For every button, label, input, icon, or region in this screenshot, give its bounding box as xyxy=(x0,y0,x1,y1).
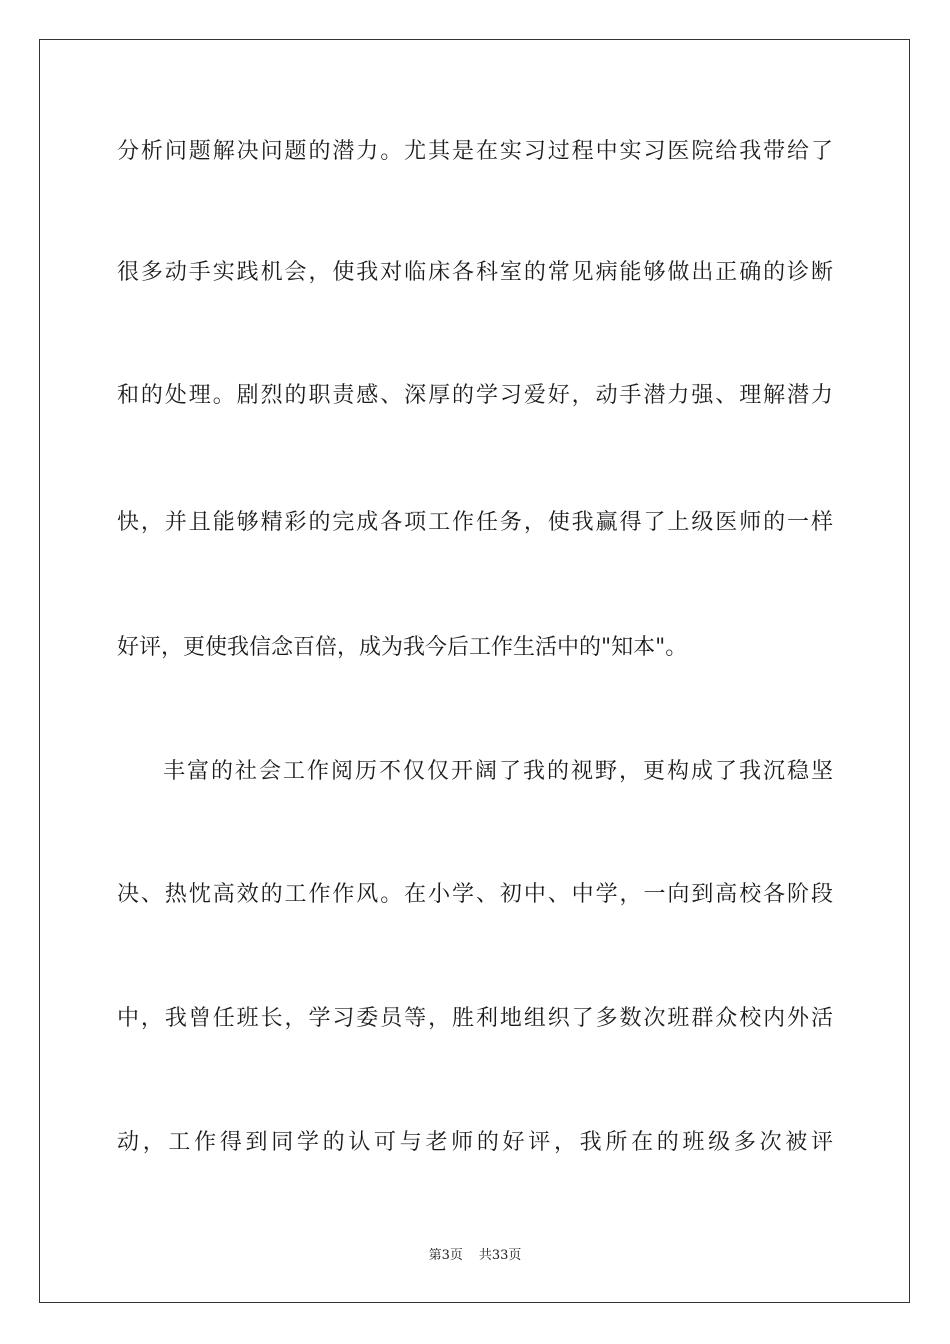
page-footer xyxy=(0,1247,950,1265)
body-line-1: 分析问题解决问题的潜力。尤其是在实习过程中实习医院给我带给了 xyxy=(117,139,833,164)
body-line-7: 决、热忱高效的工作作风。在小学、初中、中学，一向到高校各阶段 xyxy=(117,882,833,907)
body-line-5: 好评，更使我信念百倍，成为我今后工作生活中的"知本"。 xyxy=(117,635,688,660)
body-line-3: 和的处理。剧烈的职责感、深厚的学习爱好，动手潜力强、理解潜力 xyxy=(117,383,833,408)
total-pages: 共33页 xyxy=(478,1248,522,1263)
body-line-4: 快，并且能够精彩的完成各项工作任务，使我赢得了上级医师的一样 xyxy=(117,510,833,535)
body-line-6: 丰富的社会工作阅历不仅仅开阔了我的视野，更构成了我沉稳坚 xyxy=(163,759,833,784)
body-line-2: 很多动手实践机会，使我对临床各科室的常见病能够做出正确的诊断 xyxy=(117,260,833,285)
body-line-9: 动，工作得到同学的认可与老师的好评，我所在的班级多次被评 xyxy=(117,1130,833,1155)
page-border xyxy=(39,39,910,1303)
body-line-8: 中，我曾任班长，学习委员等，胜利地组织了多数次班群众校内外活 xyxy=(117,1006,833,1031)
page-number: 第3页 xyxy=(428,1248,463,1263)
